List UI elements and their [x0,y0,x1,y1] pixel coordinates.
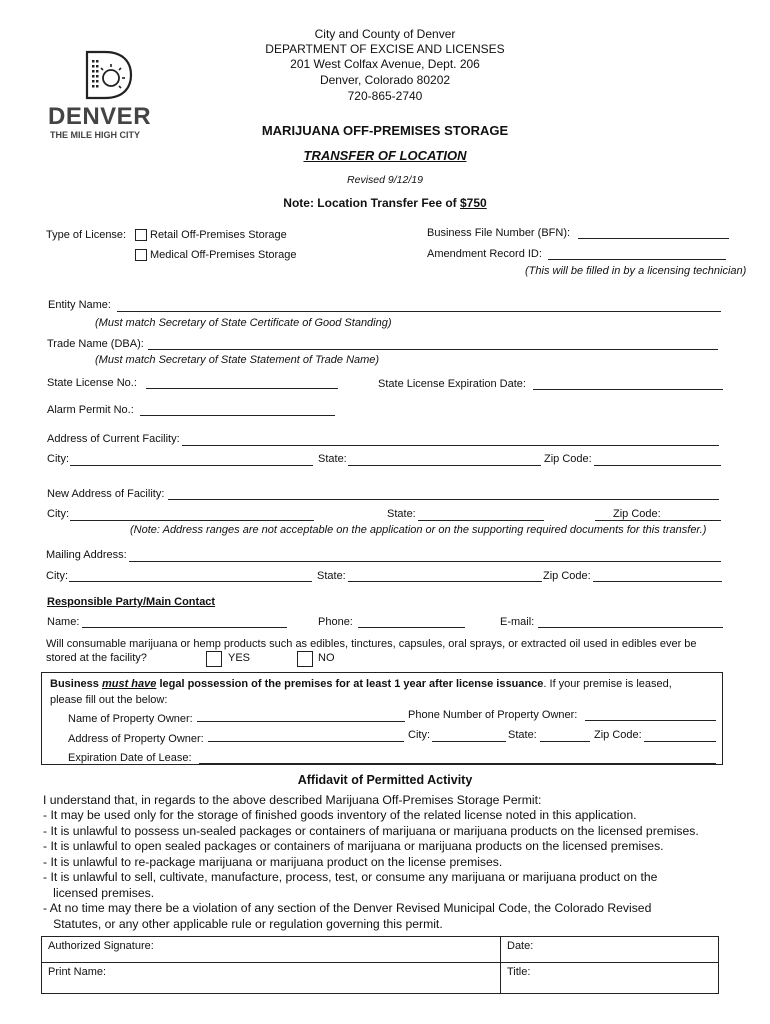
premises-instruction: please fill out the below: [50,694,168,706]
new-state-field[interactable] [418,520,544,521]
current-address-field[interactable] [182,445,719,446]
medical-option-label: Medical Off-Premises Storage [150,249,297,261]
contact-phone-field[interactable] [358,627,465,628]
form-title: MARIJUANA OFF-PREMISES STORAGE [261,123,509,138]
owner-state-field[interactable] [540,741,590,742]
mailing-state-label: State: [317,570,346,582]
premises-statement [50,678,672,690]
affidavit-item: - At no time may there be a violation of any section of the Denver Revised Municipal Code, the Colorado Revised [43,901,652,915]
contact-phone-label: Phone: [318,616,353,628]
affidavit-intro: I understand that, in regards to the above described Marijuana Off-Premises Storage Permit: [43,793,542,807]
new-city-label: City: [47,508,69,520]
owner-name-field[interactable] [197,721,405,722]
mailing-address-label: Mailing Address: [46,549,127,561]
header-phone: 720-865-2740 [347,89,423,103]
lease-expiration-field[interactable] [199,763,716,764]
logo-tagline: THE MILE HIGH CITY [50,130,140,140]
signature-table-divider-h [41,962,719,963]
premises-must-have: must have [101,678,157,690]
consumable-question: Will consumable marijuana or hemp products such as edibles, tinctures, capsules, oral sprays, or extracted oil used in edibles ever be [46,638,697,650]
amendment-label: Amendment Record ID: [427,248,542,260]
trade-name-note: (Must match Secretary of State Statement of Trade Name) [95,354,380,366]
new-address-label: New Address of Facility: [47,488,165,500]
contact-heading: Responsible Party/Main Contact [47,596,216,608]
current-city-field[interactable] [70,465,313,466]
trade-name-label: Trade Name (DBA): [47,338,144,350]
retail-option-label: Retail Off-Premises Storage [150,229,287,241]
current-state-label: State: [318,453,347,465]
expiration-date-field[interactable] [533,389,723,390]
premises-bold-1: Business [50,678,102,690]
state-license-field[interactable] [146,388,338,389]
new-state-label: State: [387,508,416,520]
denver-d-icon [47,48,167,104]
mailing-address-field[interactable] [129,561,721,562]
technician-note: (This will be filled in by a licensing technician) [525,265,747,277]
owner-city-label: City: [408,729,430,741]
owner-name-label: Name of Property Owner: [68,713,193,725]
contact-email-field[interactable] [538,627,723,628]
mailing-zip-field[interactable] [593,581,722,582]
current-city-label: City: [47,453,69,465]
consumable-question-cont: stored at the facility? [46,652,147,664]
fee-note [0,196,770,212]
new-zip-label: Zip Code: [613,508,661,520]
mailing-zip-label: Zip Code: [543,570,591,582]
affidavit-item: - It is unlawful to re-package marijuana or marijuana product on the license premises. [43,855,503,869]
address-range-note: (Note: Address ranges are not acceptable on the application or on the supporting required documents for this transfer.) [130,524,707,536]
header-department: DEPARTMENT OF EXCISE AND LICENSES [265,42,505,56]
expiration-date-label: State License Expiration Date: [378,378,526,390]
license-type-label: Type of License: [46,229,127,241]
entity-name-note: (Must match Secretary of State Certificate of Good Standing) [95,317,392,329]
new-address-field[interactable] [168,499,719,500]
yes-label: YES [228,652,251,664]
no-checkbox[interactable] [297,651,313,667]
no-label: NO [318,652,335,664]
header-street: 201 West Colfax Avenue, Dept. 206 [290,57,480,71]
form-subtitle: TRANSFER OF LOCATION [303,148,467,163]
retail-checkbox[interactable] [135,229,147,241]
current-state-field[interactable] [348,465,541,466]
entity-name-label: Entity Name: [48,299,111,311]
mailing-state-field[interactable] [348,581,542,582]
mailing-city-label: City: [46,570,68,582]
owner-city-field[interactable] [432,741,506,742]
logo-name: DENVER [48,103,152,130]
medical-checkbox[interactable] [135,249,147,261]
title-field[interactable]: Title: [507,966,531,978]
trade-name-field[interactable] [148,349,718,350]
current-zip-field[interactable] [594,465,721,466]
bfn-label: Business File Number (BFN): [427,227,571,239]
lease-expiration-label: Expiration Date of Lease: [68,752,192,764]
contact-name-label: Name: [47,616,80,628]
signature-table-divider-v [500,936,501,994]
revised-date: Revised 9/12/19 [347,174,423,186]
print-name-field[interactable]: Print Name: [48,966,107,978]
new-zip-field[interactable] [595,520,721,521]
owner-zip-field[interactable] [644,741,716,742]
owner-address-label: Address of Property Owner: [68,733,204,745]
fee-note-text: Note: Location Transfer Fee of [283,196,460,210]
authorized-signature-field[interactable]: Authorized Signature: [48,940,154,952]
state-license-label: State License No.: [47,377,137,389]
owner-zip-label: Zip Code: [594,729,642,741]
owner-phone-field[interactable] [585,720,716,721]
contact-name-field[interactable] [82,627,287,628]
owner-state-label: State: [508,729,537,741]
premises-rest: . If your premise is leased, [543,678,672,690]
bfn-field[interactable] [578,238,729,239]
current-zip-label: Zip Code: [544,453,592,465]
new-city-field[interactable] [70,520,314,521]
header-city: City and County of Denver [314,27,456,41]
mailing-city-field[interactable] [69,581,312,582]
current-address-label: Address of Current Facility: [47,433,180,445]
affidavit-item-cont: licensed premises. [43,886,155,900]
affidavit-item: - It is unlawful to sell, cultivate, manufacture, process, test, or consume any marijuana or marijuana product on the [43,870,658,884]
yes-checkbox[interactable] [206,651,222,667]
affidavit-heading: Affidavit of Permitted Activity [297,773,473,787]
header-city-state: Denver, Colorado 80202 [319,73,451,87]
owner-phone-label: Phone Number of Property Owner: [408,709,578,721]
alarm-permit-field[interactable] [140,415,335,416]
alarm-permit-label: Alarm Permit No.: [47,404,134,416]
affidavit-item-cont: Statutes, or any other applicable rule or regulation governing this permit. [43,917,443,931]
entity-name-field[interactable] [117,311,721,312]
premises-bold-2: legal possession of the premises for at least 1 year after license issuance [156,678,544,690]
amendment-field[interactable] [548,259,726,260]
affidavit-item: - It may be used only for the storage of finished goods inventory of the related license noted in this application. [43,808,637,822]
affidavit-item: - It is unlawful to possess un-sealed packages or containers of marijuana or marijuana products on the licensed premises. [43,824,699,838]
fee-amount: $750 [460,196,487,210]
signature-date-field[interactable]: Date: [507,940,534,952]
affidavit-item: - It is unlawful to open sealed packages or containers of marijuana or marijuana products on the licensed premises. [43,839,664,853]
contact-email-label: E-mail: [500,616,535,628]
owner-address-field[interactable] [208,741,404,742]
